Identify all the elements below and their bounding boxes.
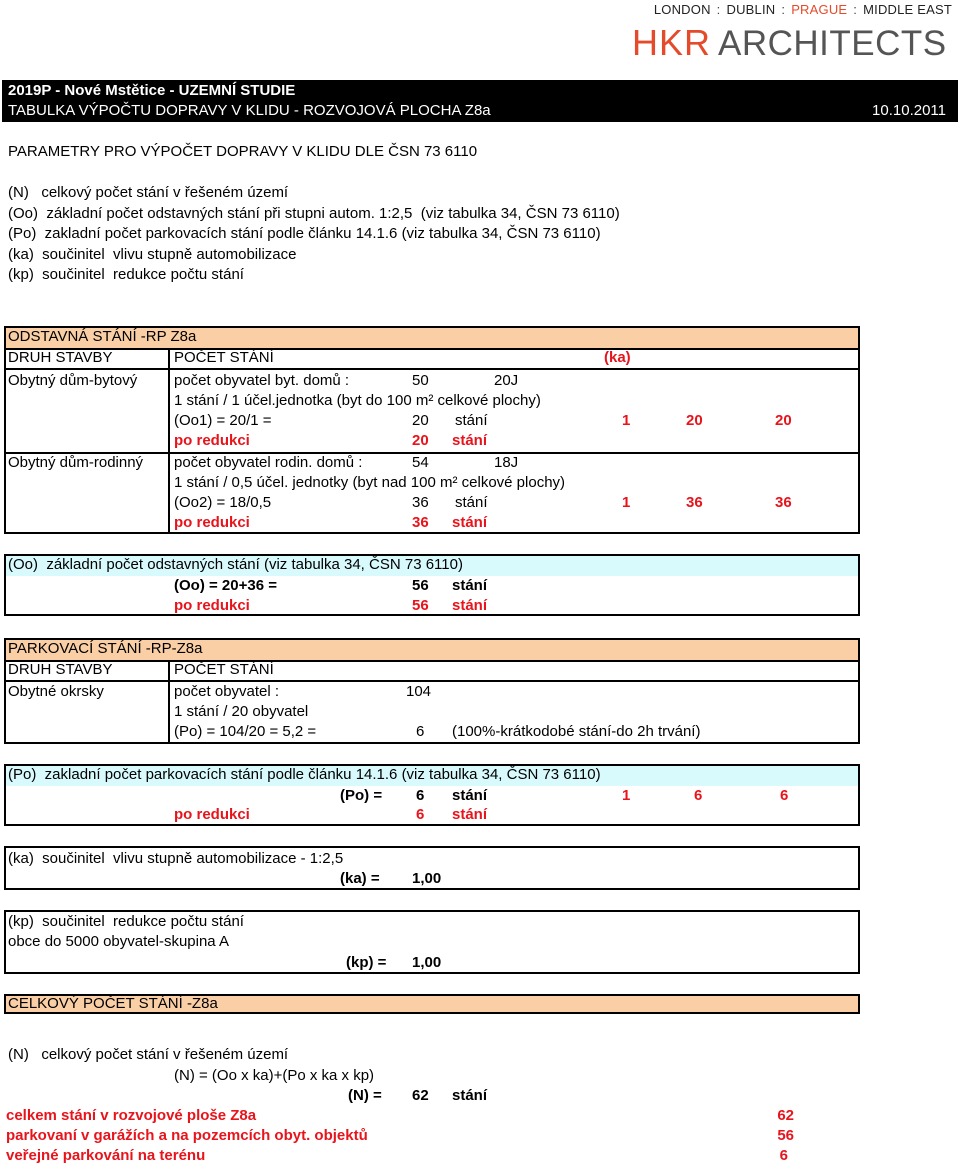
param-n: (N) celkový počet stání v řešeném území <box>8 184 289 201</box>
po-total-line: (Po) zakladní počet parkovacích stání podle článku 14.1.6 (viz tabulka 34, ČSN 73 6110) <box>8 766 601 783</box>
oo-total-r2b: 56 <box>412 597 429 614</box>
rodinny-r3a: (Oo2) = 18/0,5 <box>174 494 272 511</box>
parkovaci-r2: 1 stání / 20 obyvatel <box>174 703 309 720</box>
summary-public-label: veřejné parkování na terénu <box>6 1147 206 1164</box>
bytovy-r3c: stání <box>455 412 488 429</box>
parkovaci-r1a: počet obyvatel : <box>174 683 280 700</box>
oo-total-line: (Oo) základní počet odstavných stání (viz tabulka 34, ČSN 73 6110) <box>8 556 463 573</box>
rodinny-r4c: stání <box>452 514 488 531</box>
bytovy-v1: 20 <box>686 412 703 429</box>
rodinny-r1a: počet obyvatel rodin. domů : <box>174 454 363 471</box>
kp-r1b: 1,00 <box>412 954 442 971</box>
rodinny-r4a: po redukci <box>174 514 250 531</box>
hkr-architects-logo <box>632 24 950 60</box>
bytovy-r4b: 20 <box>412 432 429 449</box>
odstavna-col-ka: (ka) <box>604 349 631 366</box>
summary-garage-value: 56 <box>777 1127 794 1144</box>
po-total-r1b: 6 <box>416 787 425 804</box>
parkovaci-col-count: POČET STÁNÍ <box>174 661 274 678</box>
table-subtitle: TABULKA VÝPOČTU DOPRAVY V KLIDU - ROZVOJOVÁ PLOCHA Z8a <box>8 102 491 119</box>
office-prague: PRAGUE <box>791 2 848 17</box>
celkovy-r1a: (N) = <box>348 1087 382 1104</box>
ka-r1b: 1,00 <box>412 870 442 887</box>
logo-text-hkr: HKR <box>632 24 712 60</box>
po-total-v2: 6 <box>780 787 789 804</box>
param-oo: (Oo) základní počet odstavných stání při stupni autom. 1:2,5 (viz tabulka 34, ČSN 73 6110) <box>8 205 620 222</box>
celkovy-r1b: 62 <box>412 1087 429 1104</box>
rodinny-r1c: 18J <box>494 454 519 471</box>
bytovy-r3a: (Oo1) = 20/1 = <box>174 412 272 429</box>
parkovaci-r3c: (100%-krátkodobé stání-do 2h trvání) <box>452 723 701 740</box>
bytovy-r4c: stání <box>452 432 488 449</box>
bytovy-r4a: po redukci <box>174 432 250 449</box>
parkovaci-title: PARKOVACÍ STÁNÍ -RP-Z8a <box>8 640 203 657</box>
po-total-r2a: po redukci <box>174 806 250 823</box>
office-london: LONDON <box>653 2 711 17</box>
po-total-v1: 6 <box>694 787 703 804</box>
office-locations: LONDON : DUBLIN : PRAGUE : MIDDLE EAST <box>653 2 952 17</box>
ka-line: (ka) součinitel vlivu stupně automobilizace - 1:2,5 <box>8 850 344 867</box>
oo-total-r2c: stání <box>452 597 488 614</box>
bytovy-r1b: 50 <box>412 372 429 389</box>
title-bar <box>2 80 958 122</box>
oo-total-r1c: stání <box>452 577 488 594</box>
odstavna-title: ODSTAVNÁ STÁNÍ -RP Z8a <box>8 328 197 345</box>
logo-text-architects: ARCHITECTS <box>718 24 947 60</box>
rodinny-ka: 1 <box>622 494 631 511</box>
bytovy-label: Obytný dům-bytový <box>8 372 138 389</box>
po-total-r2c: stání <box>452 806 488 823</box>
param-ka: (ka) součinitel vlivu stupně automobilizace <box>8 246 297 263</box>
rodinny-label: Obytný dům-rodinný <box>8 454 144 471</box>
document-date: 10.10.2011 <box>872 102 946 119</box>
parkovaci-label: Obytné okrsky <box>8 683 104 700</box>
po-total-ka: 1 <box>622 787 631 804</box>
bytovy-v2: 20 <box>775 412 792 429</box>
param-po: (Po) zakladní počet parkovacích stání podle článku 14.1.6 (viz tabulka 34, ČSN 73 6110) <box>8 225 601 242</box>
summary-total-label: celkem stání v rozvojové ploše Z8a <box>6 1107 257 1124</box>
odstavna-col-type: DRUH STAVBY <box>8 349 113 366</box>
office-middle-east: MIDDLE EAST <box>863 2 952 17</box>
parkovaci-r3b: 6 <box>416 723 425 740</box>
odstavna-col-count: POČET STÁNÍ <box>174 349 274 366</box>
po-total-r1a: (Po) = <box>340 787 383 804</box>
bytovy-r2: 1 stání / 1 účel.jednotka (byt do 100 m² celkové plochy) <box>174 392 541 409</box>
rodinny-v1: 36 <box>686 494 703 511</box>
celkovy-r1c: stání <box>452 1087 488 1104</box>
project-title: 2019P - Nové Mstětice - UZEMNÍ STUDIE <box>8 82 296 99</box>
celkovy-line: (N) celkový počet stání v řešeném území <box>8 1046 289 1063</box>
rodinny-r3b: 36 <box>412 494 429 511</box>
rodinny-r4b: 36 <box>412 514 429 531</box>
po-total-r2b: 6 <box>416 806 425 823</box>
oo-total-r1b: 56 <box>412 577 429 594</box>
ka-r1a: (ka) = <box>340 870 380 887</box>
parkovaci-r1b: 104 <box>406 683 432 700</box>
param-kp: (kp) součinitel redukce počtu stání <box>8 266 244 283</box>
kp-r1a: (kp) = <box>346 954 387 971</box>
rodinny-v2: 36 <box>775 494 792 511</box>
bytovy-r3b: 20 <box>412 412 429 429</box>
celkovy-title: CELKOVÝ POČET STÁNÍ -Z8a <box>8 995 218 1012</box>
bytovy-ka: 1 <box>622 412 631 429</box>
po-total-r1c: stání <box>452 787 488 804</box>
parkovaci-r3a: (Po) = 104/20 = 5,2 = <box>174 723 317 740</box>
oo-total-r1a: (Oo) = 20+36 = <box>174 577 277 594</box>
bytovy-r1c: 20J <box>494 372 519 389</box>
oo-total-r2a: po redukci <box>174 597 250 614</box>
rodinny-r2: 1 stání / 0,5 účel. jednotky (byt nad 100 m² celkové plochy) <box>174 474 566 491</box>
summary-public-value: 6 <box>779 1147 788 1164</box>
odstavna-table <box>4 326 860 534</box>
celkovy-formula: (N) = (Oo x ka)+(Po x ka x kp) <box>174 1067 375 1084</box>
parkovaci-col-type: DRUH STAVBY <box>8 661 113 678</box>
bytovy-r1a: počet obyvatel byt. domů : <box>174 372 350 389</box>
rodinny-r1b: 54 <box>412 454 429 471</box>
summary-garage-label: parkovaní v garážích a na pozemcích obyt. objektů <box>6 1127 368 1144</box>
summary-total-value: 62 <box>777 1107 794 1124</box>
kp-line2: obce do 5000 obyvatel-skupina A <box>8 933 229 950</box>
rodinny-r3c: stání <box>455 494 488 511</box>
kp-line1: (kp) součinitel redukce počtu stání <box>8 913 244 930</box>
params-heading: PARAMETRY PRO VÝPOČET DOPRAVY V KLIDU DLE ČSN 73 6110 <box>8 143 478 160</box>
office-dublin: DUBLIN <box>726 2 776 17</box>
